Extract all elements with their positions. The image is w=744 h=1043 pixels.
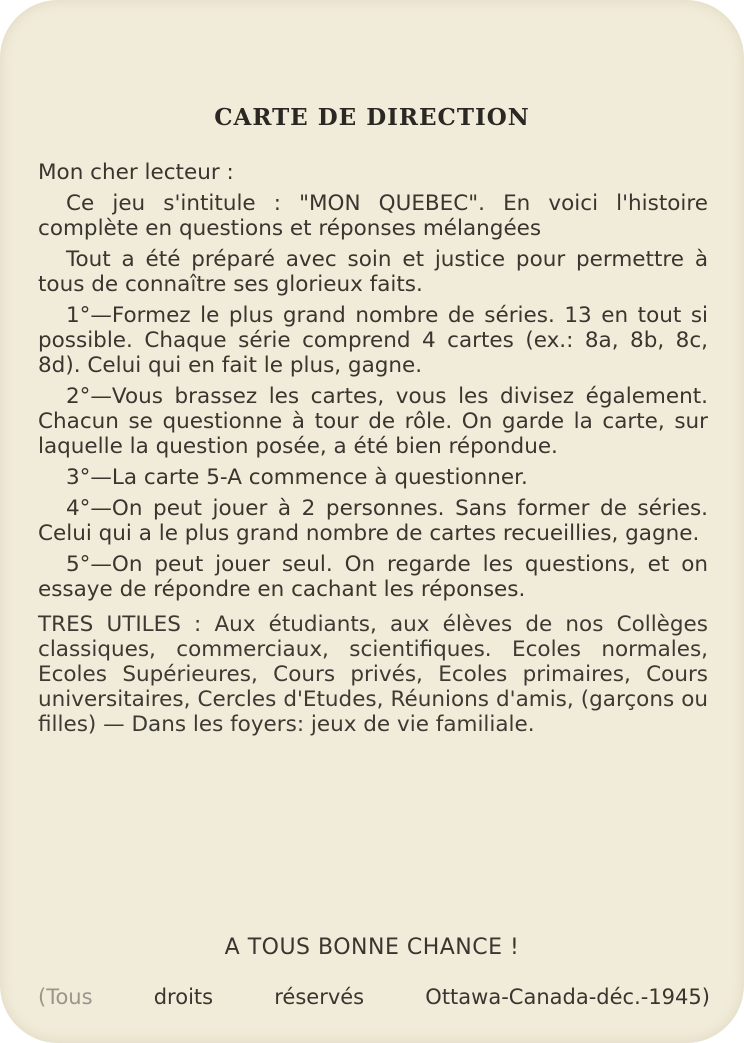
- card-body: [38, 160, 708, 743]
- paragraph-intro: Ce jeu s'intitule : "MON QUEBEC". En voici l'histoire complète en questions et réponses mélangées: [38, 191, 708, 241]
- footer-place-date: Ottawa-Canada-déc.-1945): [425, 985, 710, 1009]
- footer-reserves: réservés: [274, 985, 365, 1009]
- closing-line: A TOUS BONNE CHANCE !: [224, 935, 520, 960]
- rule-5: 5°—On peut jouer seul. On regarde les questions, et on essaye de répondre en cachant les réponses.: [38, 552, 708, 602]
- footer-tous: (Tous: [38, 985, 93, 1009]
- rule-2: 2°—Vous brassez les cartes, vous les divisez également. Chacun se questionne à tour de rôle. On garde la carte, sur laquelle la question posée, a été bien répondue.: [38, 384, 708, 459]
- rule-3: 3°—La carte 5-A commence à questionner.: [66, 465, 528, 490]
- rule-1: 1°—Formez le plus grand nombre de séries. 13 en tout si possible. Chaque série comprend 4 cartes (ex.: 8a, 8b, 8c, 8d). Celui qui en fait le plus, gagne.: [38, 303, 708, 378]
- rule-4: 4°—On peut jouer à 2 personnes. Sans former de séries. Celui qui a le plus grand nombre de cartes recueillies, gagne.: [38, 496, 708, 546]
- utiles-paragraph: [38, 612, 708, 737]
- paragraph-purpose: Tout a été préparé avec soin et justice pour permettre à tous de connaître ses glorieux faits.: [38, 247, 708, 297]
- card-title: CARTE DE DIRECTION: [214, 104, 530, 131]
- copyright-footer: [38, 985, 710, 1009]
- footer-droits: droits: [153, 985, 214, 1009]
- greeting: Mon cher lecteur :: [38, 160, 234, 185]
- utiles-label: TRES UTILES :: [38, 612, 202, 637]
- utiles-text: Aux étudiants, aux élèves de nos Collèges classiques, commerciaux, scientifiques. Ecoles normales, Ecoles Supérieures, Cours privés, Ecoles primaires, Cours universitaires, Cercles d'Etudes, Réunions d'amis, (garçons ou filles) — Dans les foyers: jeux de vie familiale.: [38, 612, 708, 737]
